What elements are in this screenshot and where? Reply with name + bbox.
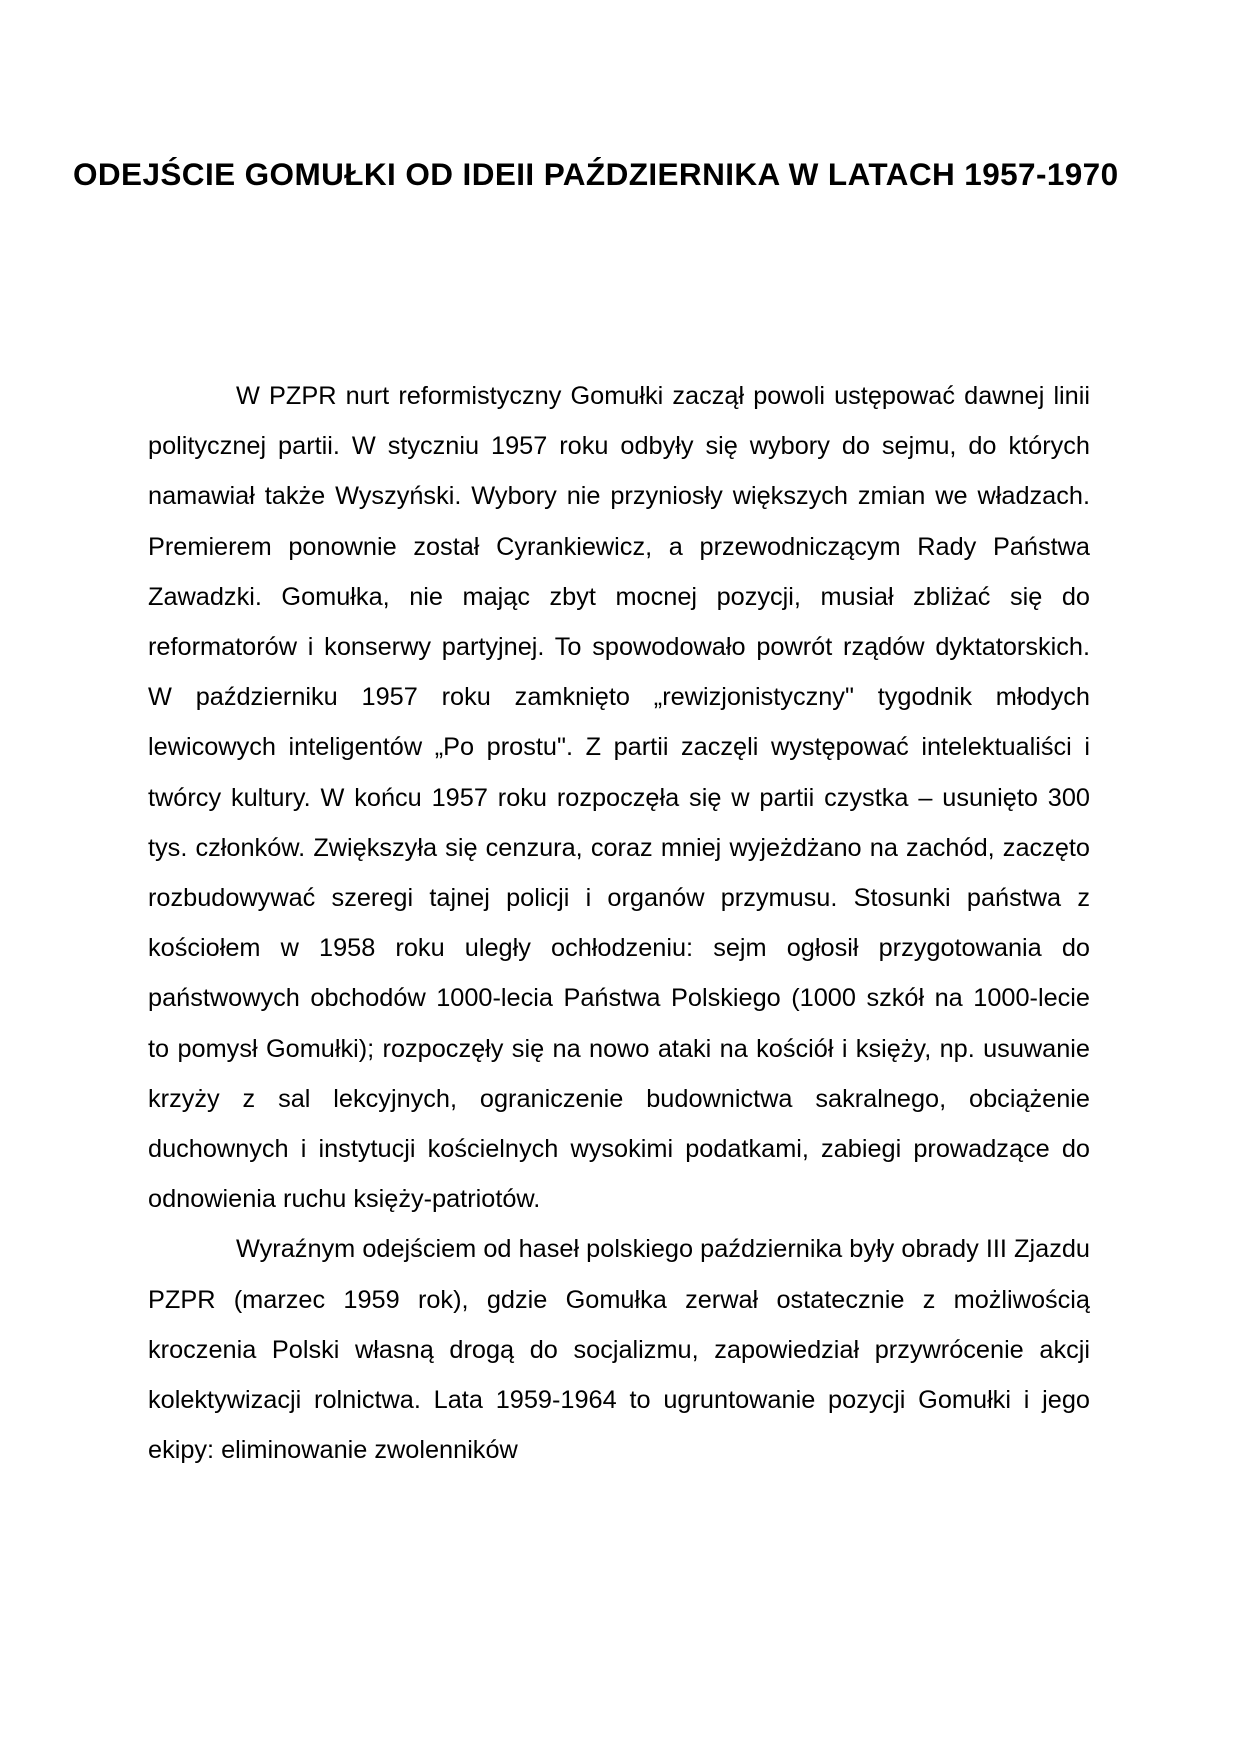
document-body bbox=[148, 371, 1090, 1475]
document-title: ODEJŚCIE GOMUŁKI OD IDEII PAŹDZIERNIKA W LATACH 1957-1970 bbox=[73, 156, 1119, 192]
paragraph-1: W PZPR nurt reformistyczny Gomułki zaczął powoli ustępować dawnej linii politycznej partii. W styczniu 1957 roku odbyły się wybory do sejmu, do których namawiał także Wyszyński. Wybory nie przyniosły większych zmian we władzach. Premierem ponownie został Cyrankiewicz, a przewodniczącym Rady Państwa Zawadzki. Gomułka, nie mając zbyt mocnej pozycji, musiał zbliżać się do reformatorów i konserwy partyjnej. To spowodowało powrót rządów dyktatorskich. W październiku 1957 roku zamknięto „rewizjonistyczny" tygodnik młodych lewicowych inteligentów „Po prostu". Z partii zaczęli występować intelektualiści i twórcy kultury. W końcu 1957 roku rozpoczęła się w partii czystka – usunięto 300 tys. członków. Zwiększyła się cenzura, coraz mniej wyjeżdżano na zachód, zaczęto rozbudowywać szeregi tajnej policji i organów przymusu. Stosunki państwa z kościołem w 1958 roku uległy ochłodzeniu: sejm ogłosił przygotowania do państwowych obchodów 1000-lecia Państwa Polskiego (1000 szkół na 1000-lecie to pomysł Gomułki); rozpoczęły się na nowo ataki na kościół i księży, np. usuwanie krzyży z sal lekcyjnych, ograniczenie budownictwa sakralnego, obciążenie duchownych i instytucji kościelnych wysokimi podatkami, zabiegi prowadzące do odnowienia ruchu księży-patriotów. bbox=[148, 382, 1090, 1214]
paragraph-2: Wyraźnym odejściem od haseł polskiego października były obrady III Zjazdu PZPR (marzec 1959 rok), gdzie Gomułka zerwał ostatecznie z możliwością kroczenia Polski własną drogą do socjalizmu, zapowiedział przywrócenie akcji kolektywizacji rolnictwa. Lata 1959-1964 to ugruntowanie pozycji Gomułki i jego ekipy: eliminowanie zwolenników bbox=[148, 1235, 1090, 1465]
